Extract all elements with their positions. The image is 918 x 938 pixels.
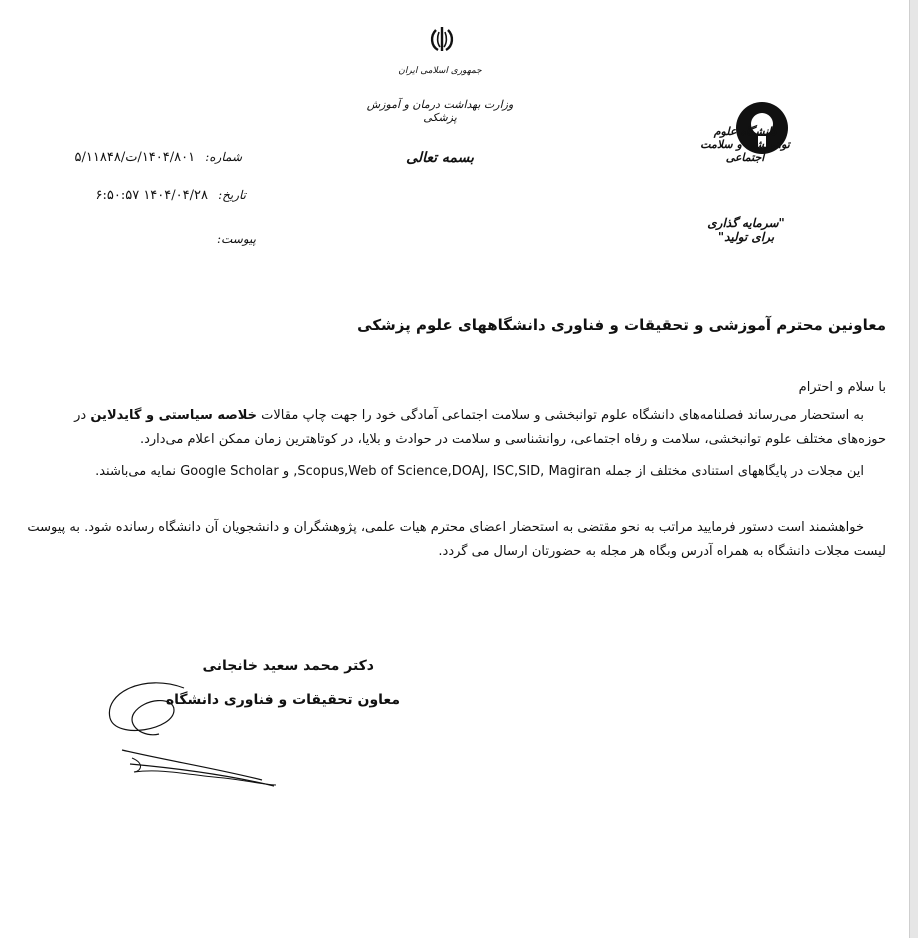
page-right-edge (909, 0, 918, 938)
paragraph-3 (24, 516, 886, 564)
attachment-label: پیوست: (216, 232, 256, 246)
paragraph-2-text: این مجلات در پایگاههای استنادی مختلف از جمله Scopus,Web of Science,DOAJ, ISC,SID, Magiran, و Google Scholar نمایه می‌باشند. (95, 464, 864, 479)
paragraph-1-emphasis: خلاصه سیاستی و گایدلاین (90, 408, 258, 423)
number-label: شماره: (205, 150, 242, 164)
paragraph-3-text: خواهشمند است دستور فرمایید مراتب به نحو مقتضی به استحضار اعضای محترم هیات علمی، پژوهشگران و دانشجویان آن دانشگاه رسانده شود. به پیوست لیست مجلات دانشگاه به همراه آدرس وبگاه هر مجله به حضورتان ارسال می گردد. (27, 520, 886, 559)
letter-attachment (211, 232, 256, 247)
date-label: تاریخ: (218, 188, 246, 202)
university-slogan: "سرمایه گذاری برای تولید" (707, 216, 785, 244)
paragraph-2 (24, 460, 886, 484)
number-value: ۱۴۰۴/۸۰۱/ت/۵/۱۱۸۴۸ (74, 150, 196, 165)
university-name: دانشگاه علوم توانبخشی و سلامت اجتماعی (700, 125, 790, 164)
paragraph-1-start: به استحضار می‌رساند فصلنامه‌های دانشگاه علوم توانبخشی و سلامت اجتماعی آمادگی خود را جهت چاپ مقالات (261, 408, 864, 423)
date-value: ۱۴۰۴/۰۴/۲۸ ۶:۵۰:۵۷ (95, 188, 208, 203)
basmala: بسمه تعالی (406, 150, 474, 166)
handwritten-signature-icon (104, 668, 284, 798)
republic-title: جمهوری اسلامی ایران (398, 66, 482, 76)
recipient: معاونین محترم آموزشی و تحقیقات و فناوری دانشگاههای علوم پزشکی (357, 316, 886, 334)
letter-date (96, 188, 247, 203)
signatory-title: معاون تحقیقات و فناوری دانشگاه (165, 692, 400, 708)
paragraph-1 (24, 404, 886, 452)
signatory-name: دکتر محمد سعید خانجانی (202, 658, 374, 674)
greeting: با سلام و احترام (798, 380, 886, 395)
letter-number (75, 150, 242, 165)
iran-emblem-icon (427, 24, 457, 54)
paragraph-1-end: در حوزه‌های مختلف علوم توانبخشی، سلامت و رفاه اجتماعی، روانشناسی و سلامت در حوادث و بلایا، در کوتاهترین زمان ممکن اعلام می‌دارد. (74, 408, 886, 447)
ministry-title: وزارت بهداشت درمان و آموزش پزشکی (366, 98, 514, 124)
